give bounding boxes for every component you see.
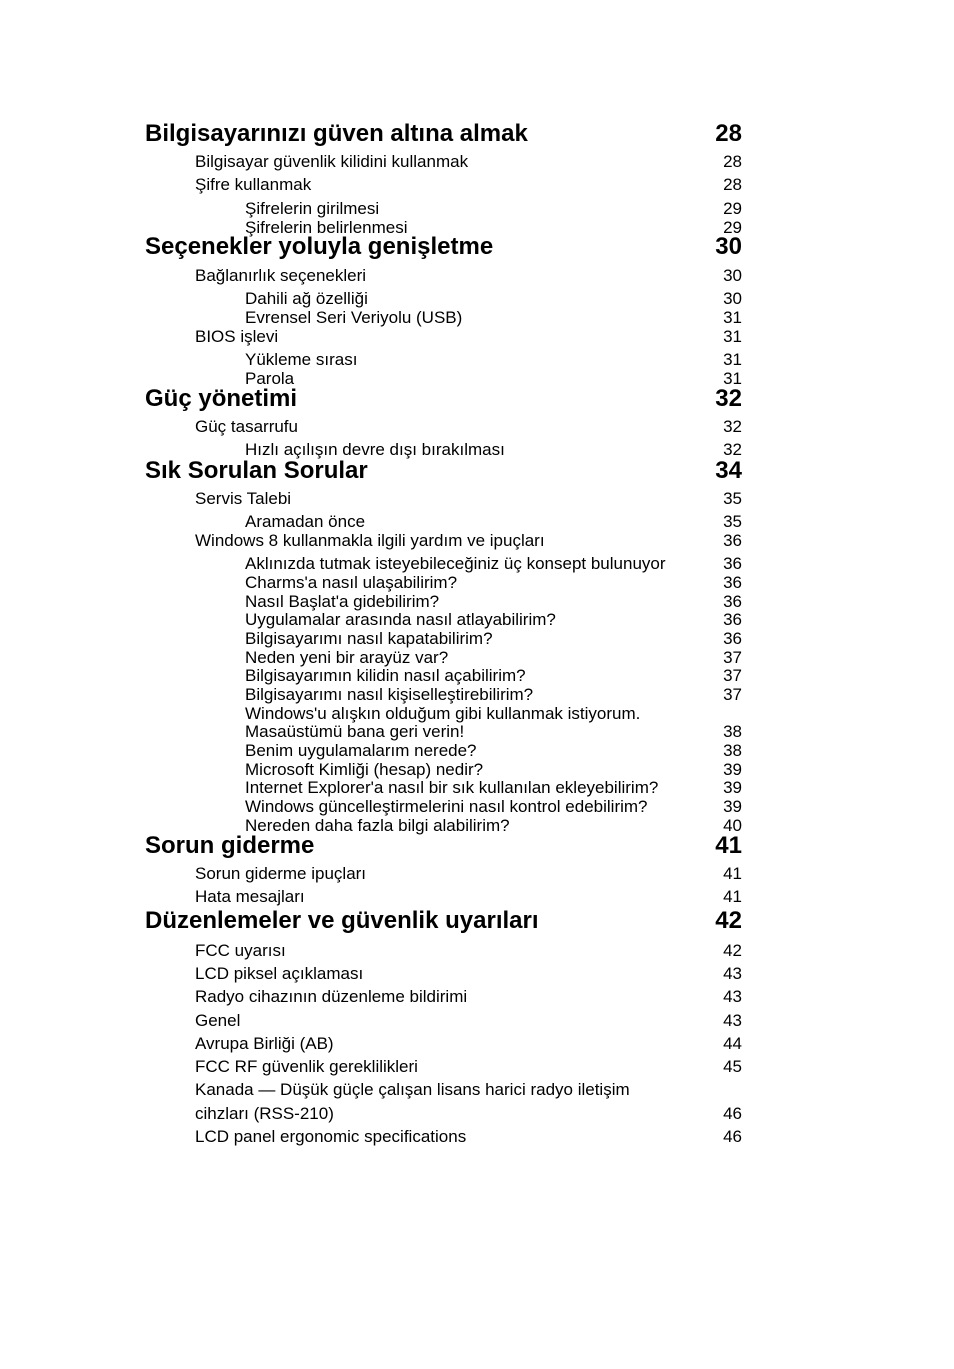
toc-page-number: 35 [723, 512, 742, 531]
toc-page-number: 31 [723, 327, 742, 346]
toc-page-number: 36 [723, 592, 742, 611]
toc-page-number: 36 [723, 573, 742, 592]
toc-section-title: Genel [195, 1011, 241, 1030]
toc-section-title: Servis Talebi [195, 489, 292, 508]
toc-page-number: 36 [723, 610, 742, 629]
toc-page-number: 36 [723, 554, 742, 573]
toc-subsection-title: Aklınızda tutmak isteyebileceğiniz üç konsept bulunuyor [245, 554, 666, 573]
toc-subsection-title: Microsoft Kimliği (hesap) nedir? [245, 760, 484, 779]
toc-page-number: 29 [723, 199, 742, 218]
toc-page-number: 31 [723, 308, 742, 327]
toc-subsection-title: Benim uygulamalarım nerede? [245, 741, 477, 760]
toc-page-number: 39 [723, 760, 742, 779]
toc-page-number: 43 [723, 1011, 742, 1030]
toc-page-number: 36 [723, 629, 742, 648]
toc-subsection-title: Nereden daha fazla bilgi alabilirim? [245, 816, 510, 835]
toc-subsection-title: Aramadan önce [245, 512, 366, 531]
toc-page-number: 38 [723, 722, 742, 741]
toc-page-number: 35 [723, 489, 742, 508]
toc-subsection-title: Evrensel Seri Veriyolu (USB) [245, 308, 463, 327]
toc-page-number: 41 [723, 887, 742, 906]
toc-section-title: LCD panel ergonomic specifications [195, 1127, 467, 1146]
toc-page-number: 30 [723, 289, 742, 308]
toc-page-number: 37 [723, 685, 742, 704]
toc-section-title: FCC RF güvenlik gereklilikleri [195, 1057, 418, 1076]
toc-page-number: 39 [723, 778, 742, 797]
toc-page-number: 32 [715, 385, 742, 412]
toc-section-title: LCD piksel açıklaması [195, 964, 364, 983]
toc-section-title: cihzları (RSS-210) [195, 1104, 334, 1123]
toc-section-title: Kanada — Düşük güçle çalışan lisans harici radyo iletişim [195, 1080, 630, 1099]
toc-subsection-title: Nasıl Başlat'a gidebilirim? [245, 592, 440, 611]
toc-page-number: 36 [723, 531, 742, 550]
toc-page-number: 38 [723, 741, 742, 760]
toc-subsection-title: Şifrelerin belirlenmesi [245, 218, 408, 237]
toc-page-number: 42 [715, 907, 742, 934]
toc-page-number: 28 [723, 152, 742, 171]
toc-page-number: 28 [715, 120, 742, 147]
toc-section-title: BIOS işlevi [195, 327, 279, 346]
toc-chapter-title: Düzenlemeler ve güvenlik uyarıları [145, 907, 539, 934]
toc-subsection-title: Neden yeni bir arayüz var? [245, 648, 449, 667]
toc-page-number: 46 [723, 1104, 742, 1123]
toc-section-title: Güç tasarrufu [195, 417, 298, 436]
toc-page-number: 44 [723, 1034, 742, 1053]
toc-page-number: 37 [723, 666, 742, 685]
toc-page-number: 41 [723, 864, 742, 883]
toc-section-title: Bilgisayar güvenlik kilidini kullanmak [195, 152, 469, 171]
toc-subsection-title: Charms'a nasıl ulaşabilirim? [245, 573, 458, 592]
toc-subsection-title: Yükleme sırası [245, 350, 358, 369]
toc-section-title: Hata mesajları [195, 887, 305, 906]
toc-page-number: 32 [723, 440, 742, 459]
toc-subsection-title: Masaüstümü bana geri verin! [245, 722, 465, 741]
toc-page-number: 30 [715, 233, 742, 260]
toc-subsection-title: Bilgisayarımın kilidin nasıl açabilirim? [245, 666, 526, 685]
toc-section-title: Avrupa Birliği (AB) [195, 1034, 334, 1053]
toc-page-number: 30 [723, 266, 742, 285]
toc-section-title: Windows 8 kullanmakla ilgili yardım ve ipuçları [195, 531, 545, 550]
toc-subsection-title: Internet Explorer'a nasıl bir sık kullanılan ekleyebilirim? [245, 778, 659, 797]
toc-section-title: Sorun giderme ipuçları [195, 864, 367, 883]
toc-subsection-title: Windows'u alışkın olduğum gibi kullanmak istiyorum. [245, 704, 641, 723]
toc-subsection-title: Uygulamalar arasında nasıl atlayabilirim? [245, 610, 556, 629]
toc-chapter-title: Sık Sorulan Sorular [145, 457, 368, 484]
toc-page-number: 32 [723, 417, 742, 436]
toc-subsection-title: Windows güncelleştirmelerini nasıl kontrol edebilirim? [245, 797, 648, 816]
toc-subsection-title: Bilgisayarımı nasıl kapatabilirim? [245, 629, 493, 648]
toc-subsection-title: Bilgisayarımı nasıl kişiselleştirebilirim? [245, 685, 534, 704]
toc-page-number: 28 [723, 175, 742, 194]
toc-subsection-title: Şifrelerin girilmesi [245, 199, 380, 218]
toc-page-number: 37 [723, 648, 742, 667]
toc-page-number: 31 [723, 369, 742, 388]
toc-section-title: Radyo cihazının düzenleme bildirimi [195, 987, 468, 1006]
toc-page-number: 29 [723, 218, 742, 237]
toc-page-number: 40 [723, 816, 742, 835]
toc-subsection-title: Dahili ağ özelliği [245, 289, 368, 308]
toc-page-number: 45 [723, 1057, 742, 1076]
toc-section-title: FCC uyarısı [195, 941, 286, 960]
toc-page-number: 42 [723, 941, 742, 960]
toc-chapter-title: Güç yönetimi [145, 385, 298, 412]
toc-subsection-title: Hızlı açılışın devre dışı bırakılması [245, 440, 505, 459]
toc-chapter-title: Seçenekler yoluyla genişletme [145, 233, 494, 260]
toc-page-number: 31 [723, 350, 742, 369]
toc-page-number: 41 [715, 832, 742, 859]
toc-page-number: 34 [715, 457, 742, 484]
toc-page-number: 43 [723, 987, 742, 1006]
toc-page-number: 46 [723, 1127, 742, 1146]
toc-chapter-title: Sorun giderme [145, 832, 315, 859]
toc-page-number: 43 [723, 964, 742, 983]
toc-chapter-title: Bilgisayarınızı güven altına almak [145, 120, 528, 147]
toc-section-title: Bağlanırlık seçenekleri [195, 266, 367, 285]
toc-page-number: 39 [723, 797, 742, 816]
toc-subsection-title: Parola [245, 369, 295, 388]
toc-section-title: Şifre kullanmak [195, 175, 312, 194]
